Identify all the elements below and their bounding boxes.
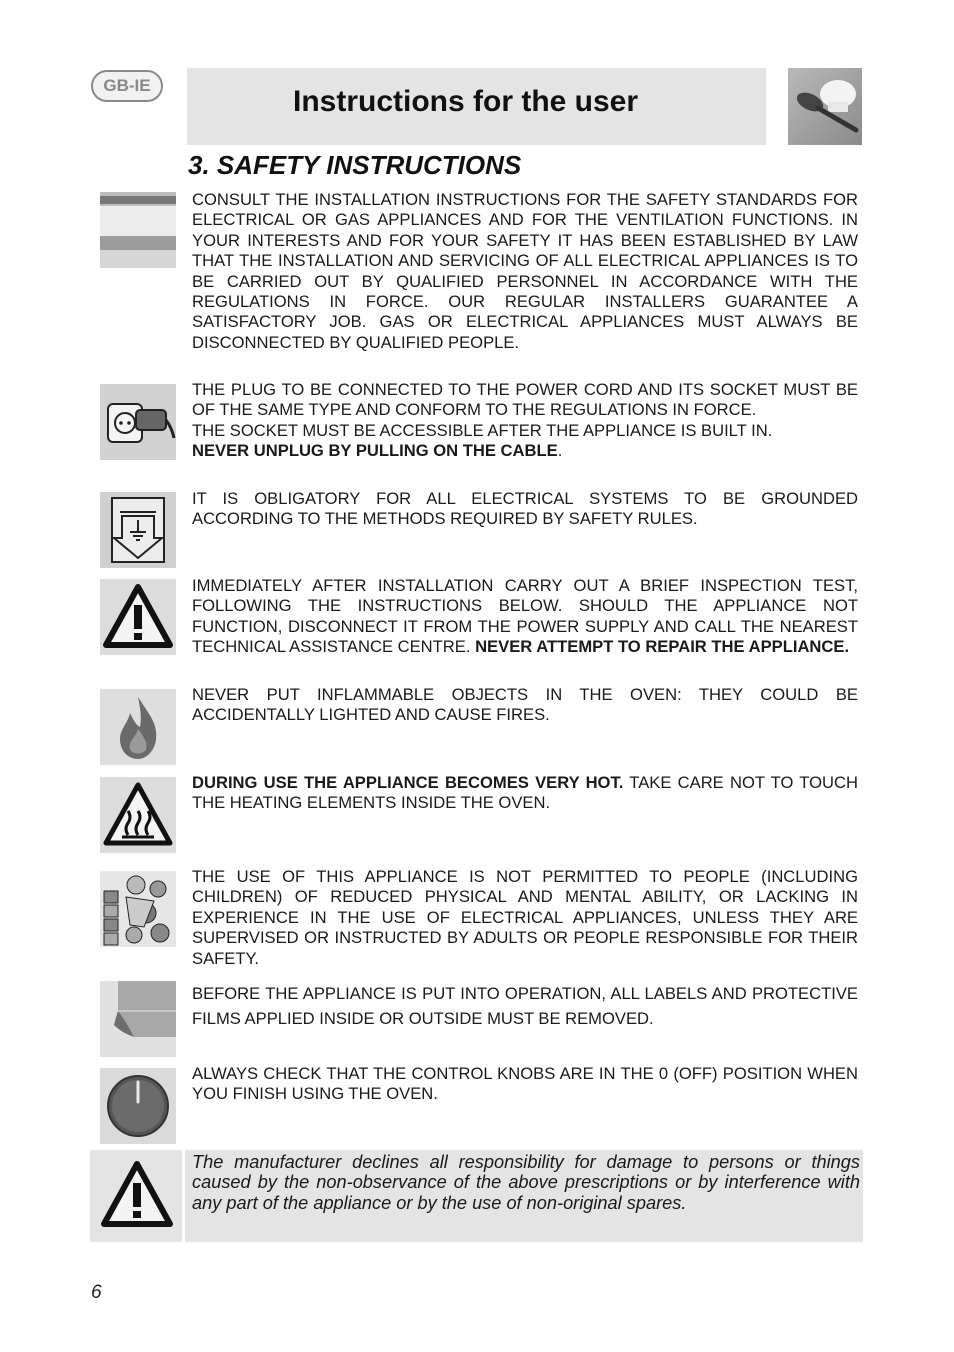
- safety-warning-bold: NEVER UNPLUG BY PULLING ON THE CABLE: [192, 441, 558, 461]
- flame-icon: [100, 689, 176, 765]
- ground-icon: [100, 492, 176, 568]
- safety-item-grounding: [100, 489, 858, 530]
- safety-text: TAKE CARE NOT TO TOUCH THE HEATING ELEMENTS INSIDE THE OVEN.: [192, 773, 858, 813]
- hot-surface-icon: [100, 777, 176, 853]
- safety-item-inspection: [100, 576, 858, 658]
- safety-item-hot: [100, 773, 858, 814]
- knob-icon: [100, 1068, 176, 1144]
- safety-text-socket: THE SOCKET MUST BE ACCESSIBLE AFTER THE APPLIANCE IS BUILT IN.: [192, 420, 773, 440]
- section-title: 3. SAFETY INSTRUCTIONS: [188, 150, 522, 180]
- safety-text: NEVER PUT INFLAMMABLE OBJECTS IN THE OVEN: THEY COULD BE ACCIDENTALLY LIGHTED AND CAUSE FIRES.: [192, 685, 858, 725]
- language-badge: GB-IE: [91, 70, 163, 102]
- disclaimer-text: The manufacturer declines all responsibility for damage to persons or things caused by the non-observance of the above prescriptions or by interference with any part of the appliance or by the use of non-original spares.: [192, 1152, 860, 1213]
- safety-item-inflammable: [100, 685, 858, 726]
- chef-spoon-logo-icon: [788, 68, 862, 145]
- safety-text: BEFORE THE APPLIANCE IS PUT INTO OPERATION, ALL LABELS AND PROTECTIVE FILMS APPLIED INSIDE OR OUTSIDE MUST BE REMOVED.: [192, 984, 858, 1028]
- safety-text: CONSULT THE INSTALLATION INSTRUCTIONS FOR THE SAFETY STANDARDS FOR ELECTRICAL OR GAS APPLIANCES AND FOR THE VENTILATION FUNCTIONS. IN YOUR INTERESTS AND FOR YOUR SAFETY IT HAS BEEN ESTABLISHED BY LAW THAT THE INSTALLATION AND SERVICING OF ALL ELECTRICAL APPLIANCES IS TO BE CARRIED OUT BY QUALIFIED PERSONNEL IN ACCORDANCE WITH THE REGULATIONS IN FORCE. OUR REGULAR INSTALLERS GUARANTEE A SATISFACTORY JOB. GAS OR ELECTRICAL APPLIANCES MUST ALWAYS BE DISCONNECTED BY QUALIFIED PEOPLE.: [192, 190, 858, 352]
- safety-text: IT IS OBLIGATORY FOR ALL ELECTRICAL SYSTEMS TO BE GROUNDED ACCORDING TO THE METHODS REQUIRED BY SAFETY RULES.: [192, 489, 858, 529]
- safety-item-installation: [100, 190, 858, 353]
- safety-text: THE PLUG TO BE CONNECTED TO THE POWER CORD AND ITS SOCKET MUST BE OF THE SAME TYPE AND CONFORM TO THE REGULATIONS IN FORCE.: [192, 380, 858, 420]
- safety-item-knobs: [100, 1064, 858, 1105]
- safety-warning-bold: DURING USE THE APPLIANCE BECOMES VERY HOT.: [192, 773, 624, 792]
- oven-icon: [100, 192, 176, 268]
- page-title: Instructions for the user: [293, 85, 639, 118]
- warning-icon: [90, 1150, 185, 1242]
- punctuation: .: [557, 441, 563, 461]
- safety-item-children: [100, 867, 858, 969]
- safety-text: IMMEDIATELY AFTER INSTALLATION CARRY OUT A BRIEF INSPECTION TEST, FOLLOWING THE INSTRUCTIONS BELOW. SHOULD THE APPLIANCE NOT FUNCTION, DISCONNECT IT FROM THE POWER SUPPLY AND CALL THE NEAREST TECHNICAL ASSISTANCE CENTRE.: [192, 576, 858, 657]
- disclaimer-box: [90, 1150, 863, 1242]
- protective-film-icon: [100, 981, 176, 1057]
- safety-warning-bold: NEVER ATTEMPT TO REPAIR THE APPLIANCE.: [475, 637, 850, 657]
- page-header: [187, 68, 766, 145]
- safety-item-labels: [100, 981, 858, 1031]
- page-number: 6: [91, 1282, 102, 1303]
- safety-item-plug: [100, 380, 858, 462]
- plug-socket-icon: [100, 384, 176, 460]
- safety-text: THE USE OF THIS APPLIANCE IS NOT PERMITTED TO PEOPLE (INCLUDING CHILDREN) OF REDUCED PHYSICAL AND MENTAL ABILITY, OR LACKING IN EXPERIENCE IN THE USE OF ELECTRICAL APPLIANCES, UNLESS THEY ARE SUPERVISED OR INSTRUCTED BY ADULTS OR PEOPLE RESPONSIBLE FOR THEIR SAFETY.: [192, 867, 858, 968]
- warning-icon: [100, 579, 176, 655]
- safety-text: ALWAYS CHECK THAT THE CONTROL KNOBS ARE IN THE 0 (OFF) POSITION WHEN YOU FINISH USING THE OVEN.: [192, 1064, 858, 1104]
- children-icon: [100, 871, 176, 947]
